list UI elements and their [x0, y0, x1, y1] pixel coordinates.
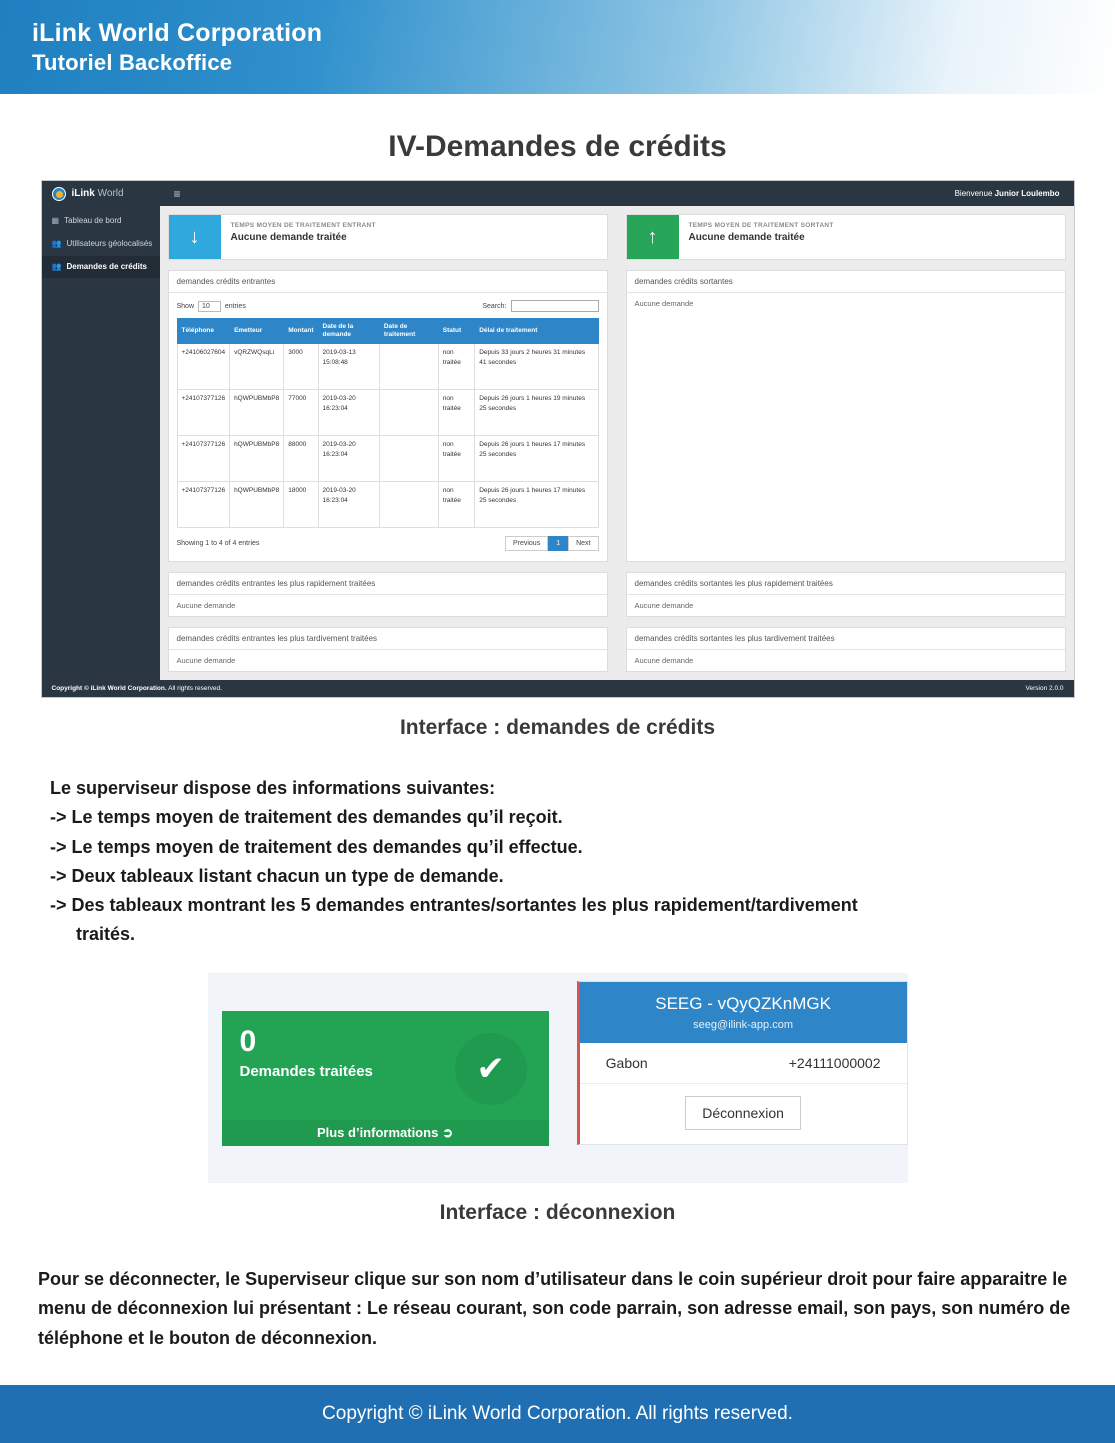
- panel-demandes-sortantes: [626, 270, 1066, 562]
- demandes-traitees-card: [222, 1011, 549, 1146]
- bullet-item-3: -> Deux tableaux listant chacun un type de demande.: [50, 865, 504, 886]
- cell-montant: 3000: [284, 344, 318, 390]
- caption-demandes-de-credits: Interface : demandes de crédits: [399, 716, 716, 740]
- column-header-delai[interactable]: Délai de traitement: [475, 319, 598, 344]
- logout-button[interactable]: Déconnexion: [685, 1096, 801, 1130]
- cell-date-demande: 2019-03-13 15:08:48: [318, 344, 379, 390]
- page-title: IV-Demandes de crédits: [388, 130, 727, 163]
- table-row: [177, 436, 598, 482]
- sidebar: [42, 206, 160, 680]
- panel-sortantes-tardives: [626, 627, 1066, 672]
- cell-montant: 18000: [284, 482, 318, 528]
- cell-date-traitement: [379, 482, 438, 528]
- search-input[interactable]: [511, 300, 599, 312]
- pagination-next[interactable]: Next: [568, 536, 598, 551]
- stat-value: Aucune demande traitée: [230, 232, 347, 243]
- stat-value: Aucune demande traitée: [688, 232, 805, 243]
- page-header: [0, 0, 1115, 94]
- bullet-intro: Le superviseur dispose des informations suivantes:: [50, 778, 496, 799]
- cell-delai: Depuis 26 jours 1 heures 17 minutes 25 secondes: [475, 436, 598, 482]
- app-footer-copyright: Copyright © iLink World Corporation.: [51, 685, 167, 693]
- cell-delai: Depuis 33 jours 2 heures 31 minutes 41 secondes: [475, 344, 598, 390]
- logout-country: Gabon: [605, 1055, 648, 1072]
- welcome-user[interactable]: [955, 189, 1074, 198]
- plus-informations-link[interactable]: [222, 1120, 549, 1146]
- table-row: [177, 482, 598, 528]
- panel-title: demandes crédits entrantes les plus rapidement traitées: [169, 573, 607, 595]
- pagination: [505, 536, 599, 551]
- cell-date-demande: 2019-03-20 16:23:04: [318, 436, 379, 482]
- logout-menu-email: seeg@ilink-app.com: [693, 1019, 793, 1032]
- logout-screenshot: [208, 973, 908, 1183]
- cell-emetteur: hQWPUBMbP8: [230, 436, 284, 482]
- cell-telephone: +24107377126: [177, 390, 230, 436]
- cell-delai: Depuis 26 jours 1 heures 17 minutes 25 secondes: [475, 482, 598, 528]
- logout-menu-header: [580, 982, 907, 1043]
- arrow-up-icon: ↑: [627, 215, 679, 259]
- cell-date-traitement: [379, 436, 438, 482]
- panel-title: demandes crédits sortantes: [627, 271, 1065, 293]
- datatable-controls: [177, 300, 599, 312]
- panel-demandes-entrantes: [168, 270, 608, 562]
- welcome-prefix: Bienvenue: [954, 189, 995, 198]
- panel-empty-message: Aucune demande: [176, 601, 236, 611]
- app-footer-rights: All rights reserved.: [166, 685, 222, 693]
- table-header-row: [177, 319, 598, 344]
- cell-montant: 88000: [284, 436, 318, 482]
- pagination-previous[interactable]: Previous: [505, 536, 548, 551]
- ilink-logo-icon: [52, 187, 66, 201]
- page-footer: Copyright © iLink World Corporation. All rights reserved.: [0, 1381, 1115, 1443]
- panel-sortantes-rapides: [626, 572, 1066, 617]
- sidebar-item-tableau-de-bord[interactable]: [42, 210, 160, 233]
- table-row: [177, 344, 598, 390]
- header-subtitle: Tutoriel Backoffice: [32, 50, 233, 76]
- grid-icon: ▦: [51, 216, 60, 225]
- cell-statut: non traitée: [438, 482, 474, 528]
- app-screenshot: [41, 180, 1075, 698]
- panel-title: demandes crédits entrantes les plus tardivement traitées: [169, 628, 607, 650]
- stat-label: TEMPS MOYEN DE TRAITEMENT ENTRANT: [230, 222, 376, 229]
- bullet-item-1: -> Le temps moyen de traitement des demandes qu’il reçoit.: [50, 807, 563, 828]
- column-header-date-demande[interactable]: Date de la demande: [318, 319, 379, 344]
- bullet-item-2: -> Le temps moyen de traitement des demandes qu’il effectue.: [50, 836, 583, 857]
- cell-date-traitement: [379, 344, 438, 390]
- stat-row: [168, 214, 1066, 260]
- panel-empty-message: Aucune demande: [176, 656, 236, 666]
- demandes-traitees-label: Demandes traitées: [239, 1062, 373, 1080]
- panel-entrantes-tardives: [168, 627, 608, 672]
- app-brand[interactable]: [42, 187, 160, 201]
- sidebar-item-label: Tableau de bord: [64, 216, 122, 225]
- panel-title: demandes crédits sortantes les plus tardivement traitées: [627, 628, 1065, 650]
- cell-emetteur: hQWPUBMbP8: [230, 390, 284, 436]
- panel-empty-message: Aucune demande: [634, 601, 694, 611]
- column-header-emetteur[interactable]: Emetteur: [230, 319, 284, 344]
- cell-delai: Depuis 26 jours 1 heures 19 minutes 25 secondes: [475, 390, 598, 436]
- column-header-montant[interactable]: Montant: [284, 319, 318, 344]
- brand-name-light: World: [97, 188, 124, 199]
- arrow-down-icon: ↓: [169, 215, 221, 259]
- bullet-list: [50, 774, 1050, 949]
- cell-telephone: +24107377126: [177, 436, 230, 482]
- column-header-telephone[interactable]: Téléphone: [177, 319, 230, 344]
- sidebar-item-demandes-de-credits[interactable]: [42, 256, 160, 279]
- cell-emetteur: vQRZWQsqLi: [230, 344, 284, 390]
- cell-statut: non traitée: [438, 436, 474, 482]
- demandes-table: [177, 318, 599, 528]
- app-main: [160, 206, 1074, 680]
- bullet-item-4: -> Des tableaux montrant les 5 demandes entrantes/sortantes les plus rapidement/tardivement: [50, 894, 858, 915]
- show-label: Show: [176, 302, 195, 310]
- stat-card-entrant: [168, 214, 608, 260]
- paragraph-deconnexion: Pour se déconnecter, le Superviseur clique sur son nom d’utilisateur dans le coin supérieur droit pour faire apparaitre le menu de déconnexion lui présentant : Le réseau courant, son code parrain, son adresse email, son pays, son numéro de téléphone et le bouton de déconnexion.: [38, 1269, 1071, 1348]
- bullet-item-4-continued: traités.: [76, 924, 136, 945]
- logout-menu: [577, 981, 908, 1145]
- app-version: Version 2.0.0: [1025, 685, 1064, 693]
- sidebar-item-label: Utilisateurs géolocalisés: [66, 238, 153, 248]
- cell-date-traitement: [379, 390, 438, 436]
- check-icon: ✔: [455, 1033, 527, 1105]
- panel-title: demandes crédits entrantes: [169, 271, 607, 293]
- welcome-username: Junior Loulembo: [994, 189, 1060, 198]
- sidebar-item-label: Demandes de crédits: [66, 261, 147, 271]
- arrow-right-circle-icon: ➲: [442, 1124, 454, 1140]
- cell-emetteur: hQWPUBMbP8: [230, 482, 284, 528]
- cell-statut: non traitée: [438, 390, 474, 436]
- showing-entries-label: Showing 1 to 4 of 4 entries: [176, 540, 260, 548]
- logout-phone: +24111000002: [788, 1055, 881, 1072]
- panel-title: demandes crédits sortantes les plus rapidement traitées: [627, 573, 1065, 595]
- app-topbar: [42, 181, 1074, 206]
- search-label: Search:: [482, 302, 507, 310]
- pagination-page-1[interactable]: 1: [548, 536, 568, 551]
- plus-informations-label: Plus d’informations: [316, 1125, 439, 1141]
- cell-date-demande: 2019-03-20 16:23:04: [318, 482, 379, 528]
- logout-menu-row-country-phone: [580, 1043, 907, 1084]
- cell-montant: 77000: [284, 390, 318, 436]
- panel-empty-message: Aucune demande: [634, 299, 694, 308]
- cell-telephone: +24106027604: [177, 344, 230, 390]
- column-header-statut[interactable]: Statut: [438, 319, 474, 344]
- panel-empty-message: Aucune demande: [634, 656, 694, 666]
- stat-card-sortant: [626, 214, 1066, 260]
- table-row: [177, 390, 598, 436]
- stat-label: TEMPS MOYEN DE TRAITEMENT SORTANT: [688, 222, 834, 229]
- cell-statut: non traitée: [438, 344, 474, 390]
- users-icon: 👥: [51, 261, 62, 271]
- brand-name-bold: iLink: [71, 188, 95, 199]
- header-company-name: iLink World Corporation: [32, 19, 323, 47]
- entries-label: entries: [224, 302, 246, 310]
- sidebar-item-utilisateurs-geolocalises[interactable]: [42, 233, 160, 256]
- entries-select[interactable]: 10: [198, 301, 221, 312]
- caption-deconnexion: Interface : déconnexion: [439, 1201, 676, 1225]
- users-icon: 👥: [51, 238, 62, 248]
- column-header-date-traitement[interactable]: Date de traitement: [379, 319, 438, 344]
- app-footer: [42, 680, 1074, 697]
- hamburger-icon[interactable]: ≡: [173, 186, 181, 201]
- logout-menu-title: SEEG - vQyQZKnMGK: [655, 994, 831, 1014]
- cell-telephone: +24107377126: [177, 482, 230, 528]
- cell-date-demande: 2019-03-20 16:23:04: [318, 390, 379, 436]
- panel-entrantes-rapides: [168, 572, 608, 617]
- demandes-traitees-count: 0: [239, 1024, 257, 1058]
